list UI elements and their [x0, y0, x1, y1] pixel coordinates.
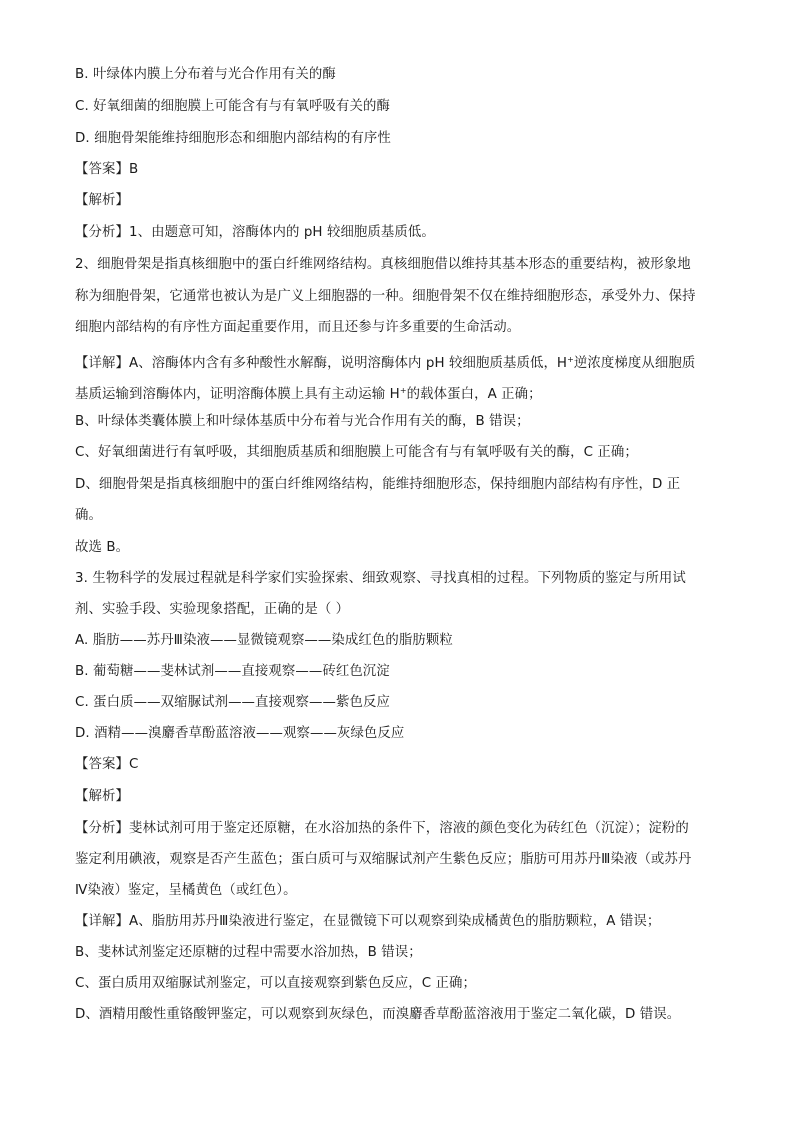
- q2-xiangjie-a-line1-pre: 【详解】A、溶酶体内含有多种酸性水解酶，说明溶酶体内 pH 较细胞质基质低，H: [75, 356, 568, 371]
- superscript-plus: +: [567, 355, 574, 364]
- q3-stem-line1: 3. 生物科学的发展过程就是科学家们实验探索、细致观察、寻找真相的过程。下列物质的鉴定与所用试: [75, 571, 686, 586]
- q3-xiangjie-d: D、酒精用酸性重铬酸钾鉴定，可以观察到灰绿色，而溴麝香草酚蓝溶液用于鉴定二氧化碳，D 错误。: [75, 1007, 681, 1022]
- q3-option-d: D. 酒精——溴麝香草酚蓝溶液——观察——灰绿色反应: [75, 726, 405, 741]
- q2-answer: 【答案】B: [75, 162, 139, 177]
- q3-fenxi-line1: 【分析】斐林试剂可用于鉴定还原糖，在水浴加热的条件下，溶液的颜色变化为砖红色（沉淀）；淀粉的: [75, 821, 689, 836]
- q2-fenxi-2-line1: 2、细胞骨架是指真核细胞中的蛋白纤维网络结构。真核细胞借以维持其基本形态的重要结构，被形象地: [75, 257, 691, 272]
- q3-fenxi-line3: Ⅳ染液）鉴定，呈橘黄色（或红色）。: [75, 883, 297, 898]
- q2-fenxi-2-line2: 称为细胞骨架，它通常也被认为是广义上细胞器的一种。细胞骨架不仅在维持细胞形态，承受外力、保持: [75, 289, 696, 304]
- q3-option-b: B. 葡萄糖——斐林试剂——直接观察——砖红色沉淀: [75, 664, 390, 679]
- q3-xiangjie-b: B、斐林试剂鉴定还原糖的过程中需要水浴加热，B 错误；: [75, 945, 422, 960]
- q2-xiangjie-d-line1: D、细胞骨架是指真核细胞中的蛋白纤维网络结构，能维持细胞形态，保持细胞内部结构有序性，D 正: [75, 477, 681, 492]
- q2-xiangjie-c: C、好氧细菌进行有氧呼吸，其细胞质基质和细胞膜上可能含有与有氧呼吸有关的酶，C 正确；: [75, 445, 638, 460]
- q2-analysis-label: 【解析】: [75, 193, 129, 208]
- q3-stem-line2: 剂、实验手段、实验现象搭配，正确的是（ ）: [75, 602, 350, 617]
- q3-analysis-label: 【解析】: [75, 789, 129, 804]
- q3-answer: 【答案】C: [75, 757, 139, 772]
- q2-fenxi-1: 【分析】1、由题意可知，溶酶体内的 pH 较细胞质基质低。: [75, 225, 435, 240]
- q3-xiangjie-a: 【详解】A、脂肪用苏丹Ⅲ染液进行鉴定，在显微镜下可以观察到染成橘黄色的脂肪颗粒，A 错误；: [75, 914, 661, 929]
- q2-xiangjie-d-line2: 确。: [75, 508, 102, 523]
- q3-fenxi-line2: 鉴定利用碘液，观察是否产生蓝色；蛋白质可与双缩脲试剂产生紫色反应；脂肪可用苏丹Ⅲ染液（或苏丹: [75, 852, 692, 867]
- q2-fenxi-2-line3: 细胞内部结构的有序性方面起重要作用，而且还参与许多重要的生命活动。: [75, 320, 521, 335]
- superscript-plus: +: [399, 386, 407, 395]
- q2-conclusion: 故选 B。: [75, 540, 130, 555]
- q3-option-a: A. 脂肪——苏丹Ⅲ染液——显微镜观察——染成红色的脂肪颗粒: [75, 633, 453, 648]
- q2-xiangjie-a-line2-post: 的载体蛋白，A 正确；: [406, 387, 542, 402]
- q2-xiangjie-a-line1-post: 逆浓度梯度从细胞质: [573, 356, 696, 371]
- q2-xiangjie-a-line2-pre: 基质运输到溶酶体内，证明溶酶体膜上具有主动运输 H: [75, 387, 400, 402]
- q2-xiangjie-a-line2: [75, 382, 725, 404]
- q2-xiangjie-a-line1: [75, 351, 725, 373]
- q3-xiangjie-c: C、蛋白质用双缩脲试剂鉴定，可以直接观察到紫色反应，C 正确；: [75, 976, 476, 991]
- q2-option-b: B. 叶绿体内膜上分布着与光合作用有关的酶: [75, 67, 336, 82]
- q3-option-c: C. 蛋白质——双缩脲试剂——直接观察——紫色反应: [75, 695, 390, 710]
- q2-xiangjie-b: B、叶绿体类囊体膜上和叶绿体基质中分布着与光合作用有关的酶，B 错误；: [75, 414, 530, 429]
- q2-option-d: D. 细胞骨架能维持细胞形态和细胞内部结构的有序性: [75, 131, 391, 146]
- q2-option-c: C. 好氧细菌的细胞膜上可能含有与有氧呼吸有关的酶: [75, 99, 390, 114]
